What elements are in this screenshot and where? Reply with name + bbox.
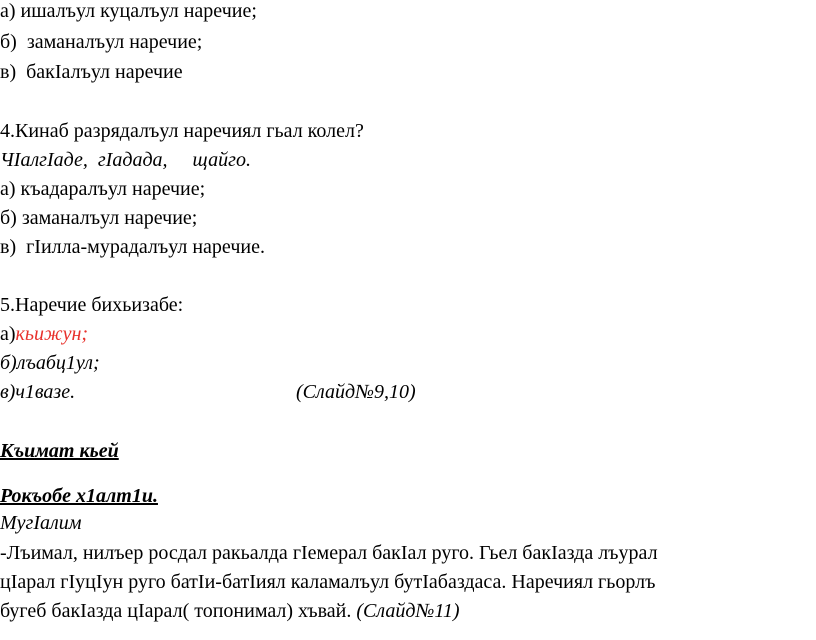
speaker-label: МугIалим xyxy=(0,512,82,534)
q5-option-b: б)лъабц1ул; xyxy=(0,352,100,374)
q3-option-b: б) заманалъул наречие; xyxy=(0,31,203,53)
q5-option-c: в)ч1вазе. xyxy=(0,381,76,403)
slide-reference-11: (Слайд№11) xyxy=(356,600,460,622)
q4-option-b: б) заманалъул наречие; xyxy=(0,207,198,229)
question-4: 4.Кинаб разрядалъул наречиял гьал колел? xyxy=(0,120,364,142)
q5-option-a xyxy=(0,321,88,347)
q4-option-c: в) гIилла-мурадалъул наречие. xyxy=(0,236,265,258)
q5-option-a-prefix: а) xyxy=(0,323,16,345)
slide-reference-9-10: (Слайд№9,10) xyxy=(296,381,416,403)
paragraph-line-3-text: бугеб бакIазда цIарал( топонимал) хъвай. xyxy=(0,600,357,622)
q4-option-a: а) къадаралъул наречие; xyxy=(0,178,206,200)
paragraph-line-3 xyxy=(0,598,460,624)
section-heading-homework: Рокъобе х1алт1и. xyxy=(0,485,158,507)
section-heading-assessment: Къимат кьей xyxy=(0,440,119,462)
question-4-examples: ЧIалгIаде, гIадада, щайго. xyxy=(0,149,251,171)
paragraph-line-1: -Лъимал, нилъер росдал ракьалда гIемерал бакIал руго. Гьел бакIазда лъурал xyxy=(0,542,658,564)
q3-option-a: а) ишалъул куцалъул наречие; xyxy=(0,0,257,22)
q3-option-c: в) бакIалъул наречие xyxy=(0,61,183,83)
paragraph-line-2: цIарал гIуцIун руго батIи-батIиял каламалъул бутIабаздаса. Наречиял гьорлъ xyxy=(0,571,656,593)
q5-option-a-answer: кьижун; xyxy=(15,323,89,345)
question-5: 5.Наречие бихьизабе: xyxy=(0,294,184,316)
